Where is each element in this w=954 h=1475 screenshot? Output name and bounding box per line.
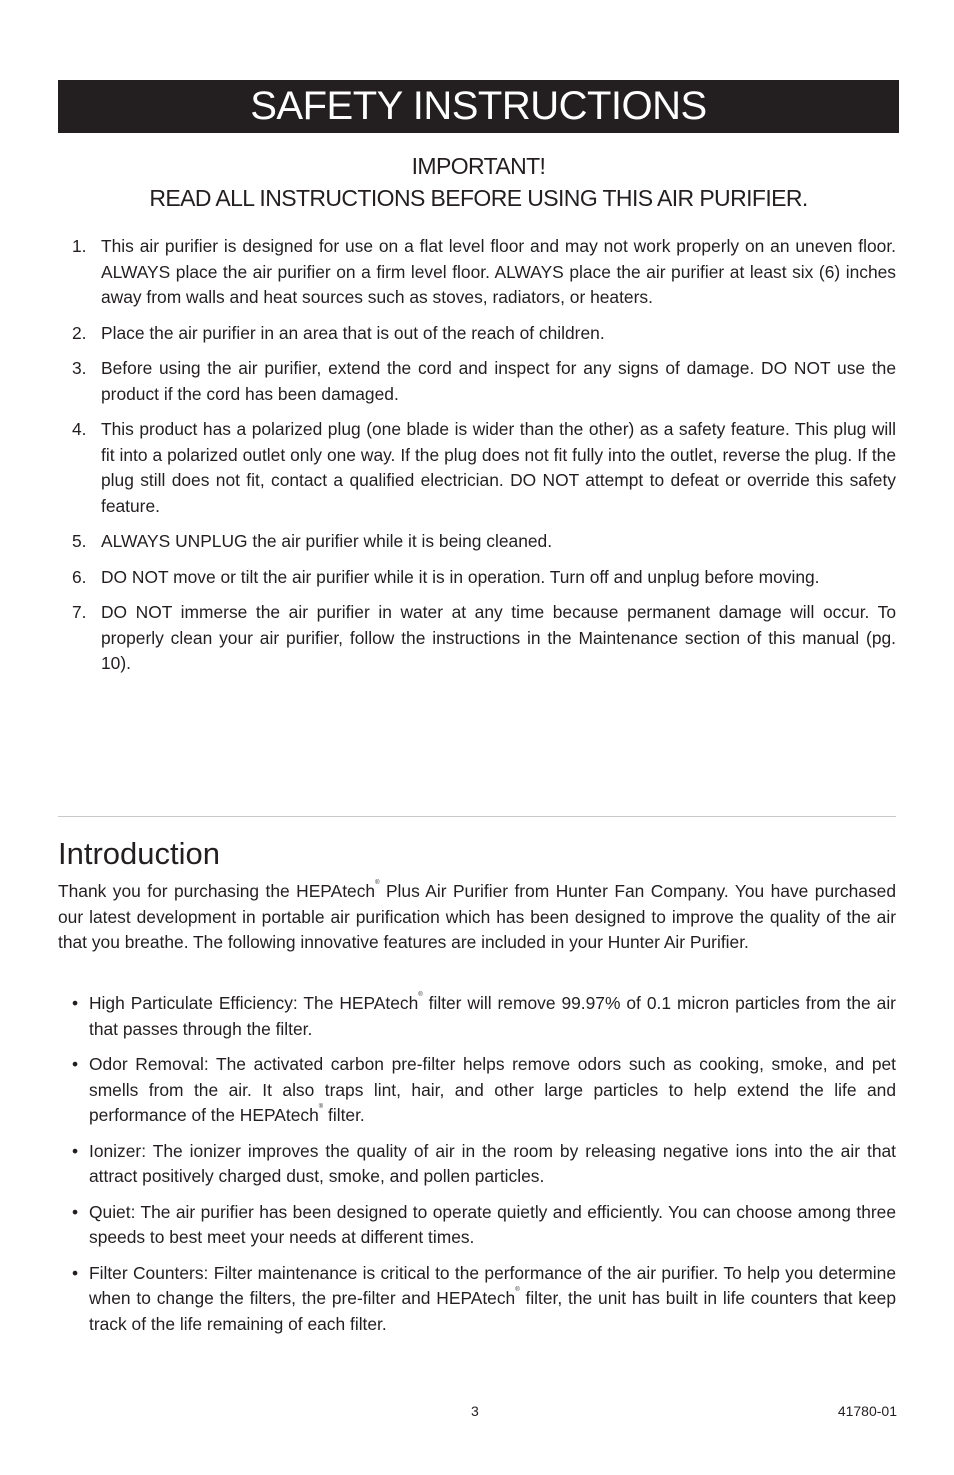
item-text: Filter Counters: Filter maintenance is critical to the performance of the air purifier. To help you determine when to change the filters, the pre-filter and HEPAtech [89, 1262, 896, 1308]
list-item [58, 600, 896, 677]
item-text: Odor Removal: The activated carbon pre-filter helps remove odors such as cooking, smoke, and pet smells from the air. It also traps lint, hair, and other large particles to help extend the life and performance of the HEPAtech [89, 1054, 896, 1125]
title-banner [58, 80, 899, 133]
item-text: filter. [323, 1105, 365, 1125]
list-item [58, 234, 896, 311]
bullet-icon: • [72, 1054, 79, 1074]
item-text: ALWAYS UNPLUG the air purifier while it is being cleaned. [101, 531, 553, 551]
list-item [58, 1261, 896, 1338]
section-divider [58, 816, 896, 817]
registered-mark: ® [318, 1104, 324, 1110]
item-text: DO NOT move or tilt the air purifier while it is in operation. Turn off and unplug before moving. [101, 566, 820, 587]
list-item [58, 1052, 896, 1129]
bullet-icon: • [72, 1201, 79, 1222]
bullet-icon: • [72, 1262, 79, 1283]
bullet-icon: • [72, 993, 79, 1013]
item-text: DO NOT immerse the air purifier in water at any time because permanent damage will occur. To properly clean your air purifier, follow the instructions in the Maintenance section of this manual (pg. 10). [101, 602, 896, 673]
page-number: 3 [471, 1403, 479, 1419]
list-item [58, 991, 896, 1042]
list-item [58, 1200, 896, 1251]
registered-mark: ® [375, 880, 380, 886]
list-item [58, 565, 896, 591]
item-number: 2. [72, 322, 87, 343]
introduction-paragraph [58, 879, 896, 956]
item-text: This air purifier is designed for use on a flat level floor and may not work properly on an uneven floor. ALWAYS place the air purifier on a firm level floor. ALWAYS place the air purifier at least six (6) inches away from walls and heat sources such as stoves, radiators, or heaters. [101, 236, 896, 307]
safety-instructions-list [58, 234, 896, 687]
list-item [58, 1139, 896, 1190]
document-code: 41780-01 [837, 1403, 897, 1419]
important-notice [58, 150, 899, 214]
item-text: High Particulate Efficiency: The HEPAtech [89, 993, 419, 1013]
item-text: Before using the air purifier, extend the cord and inspect for any signs of damage. DO NOT use the product if the cord has been damaged. [101, 358, 896, 404]
list-item [58, 417, 896, 519]
item-number: 1. [72, 236, 87, 256]
list-item [58, 321, 896, 347]
item-number: 3. [72, 358, 87, 378]
item-text: Ionizer: The ionizer improves the quality of air in the room by releasing negative ions into the air that attract positively charged dust, smoke, and pollen particles. [89, 1140, 896, 1186]
item-number: 4. [72, 419, 87, 439]
important-subheading: READ ALL INSTRUCTIONS BEFORE USING THIS AIR PURIFIER. [149, 185, 808, 211]
item-number: 6. [72, 566, 87, 587]
list-item [58, 529, 896, 555]
important-heading: IMPORTANT! [411, 153, 546, 179]
item-text: filter, the unit has built in life counters that keep track of the life remaining of each filter. [89, 1288, 897, 1334]
item-number: 5. [72, 531, 87, 551]
introduction-heading: Introduction [58, 836, 220, 871]
item-text: Place the air purifier in an area that is out of the reach of children. [101, 322, 605, 343]
item-text: filter will remove 99.97% of 0.1 micron particles from the air that passes through the filter. [89, 993, 896, 1039]
item-text: This product has a polarized plug (one blade is wider than the other) as a safety feature. This plug will fit into a polarized outlet only one way. If the plug does not fit fully into the outlet, reverse the plug. If the plug still does not fit, contact a qualified electrician. DO NOT attempt to defeat or override this safety feature. [101, 419, 896, 516]
intro-text-a: Thank you for purchasing the HEPAtech [58, 881, 376, 901]
list-item [58, 356, 896, 407]
page-title: SAFETY INSTRUCTIONS [250, 84, 707, 128]
feature-list [58, 991, 896, 1347]
bullet-icon: • [72, 1140, 79, 1161]
intro-text-b: Plus Air Purifier from Hunter Fan Company. You have purchased our latest development in portable air purification which has been designed to improve the quality of the air that you breathe. The following innovative features are included in your Hunter Air Purifier. [58, 881, 896, 952]
registered-mark: ® [418, 992, 423, 998]
registered-mark: ® [515, 1287, 520, 1293]
item-number: 7. [72, 602, 87, 622]
item-text: Quiet: The air purifier has been designed to operate quietly and efficiently. You can choose among three speeds to best meet your needs at different times. [89, 1201, 896, 1247]
